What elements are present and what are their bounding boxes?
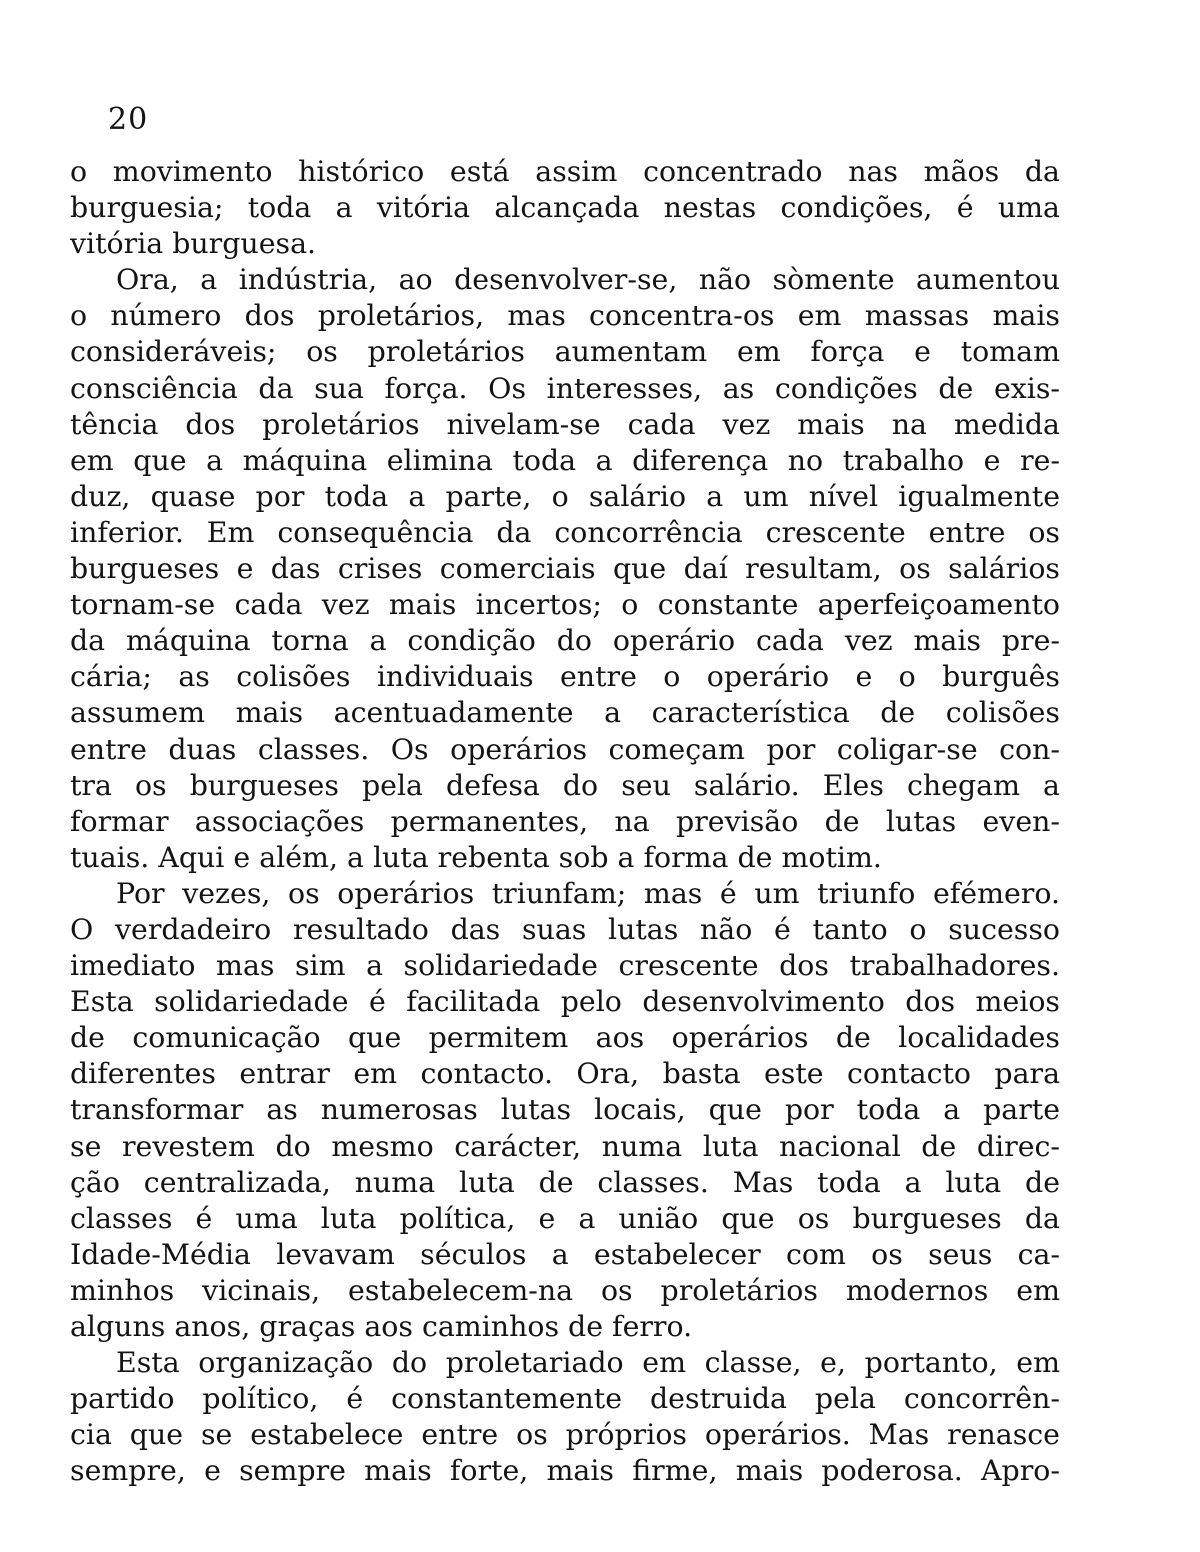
text-line: sempre, e sempre mais forte, mais firme, mais poderosa. Apro-	[70, 1454, 1060, 1488]
text-line: cia que se estabelece entre os próprios operários. Mas renasce	[70, 1418, 1060, 1452]
page-number: 20	[108, 102, 149, 137]
text-line: consideráveis; os proletários aumentam em força e tomam	[70, 335, 1060, 369]
text-line: Ora, a indústria, ao desenvolver-se, não sòmente aumentou	[116, 263, 1060, 297]
text-line: de comunicação que permitem aos operários de localidades	[70, 1021, 1060, 1055]
text-line: ção centralizada, numa luta de classes. Mas toda a luta de	[70, 1165, 1060, 1199]
text-line: Idade-Média levavam séculos a estabelecer com os seus ca-	[70, 1237, 1060, 1271]
text-line: Esta solidariedade é facilitada pelo desenvolvimento dos meios	[70, 985, 1060, 1019]
text-line: da máquina torna a condição do operário cada vez mais pre-	[70, 624, 1060, 658]
text-line: tra os burgueses pela defesa do seu salário. Eles chegam a	[70, 768, 1060, 802]
text-line: Esta organização do proletariado em classe, e, portanto, em	[116, 1346, 1060, 1380]
text-line: imediato mas sim a solidariedade crescente dos trabalhadores.	[70, 949, 1060, 983]
text-line: transformar as numerosas lutas locais, que por toda a parte	[70, 1093, 1060, 1127]
text-line: assumem mais acentuadamente a característica de colisões	[70, 696, 1060, 730]
text-line: diferentes entrar em contacto. Ora, basta este contacto para	[70, 1057, 1060, 1091]
text-line: formar associações permanentes, na previsão de lutas even-	[70, 804, 1060, 838]
text-line: O verdadeiro resultado das suas lutas não é tanto o sucesso	[70, 912, 1060, 946]
text-line: inferior. Em consequência da concorrência crescente entre os	[70, 515, 1060, 549]
text-line: cária; as colisões individuais entre o operário e o burguês	[70, 660, 1060, 694]
text-line: o movimento histórico está assim concentrado nas mãos da	[70, 155, 1060, 188]
body-text	[70, 154, 1060, 1489]
text-line: tência dos proletários nivelam-se cada vez mais na medida	[70, 407, 1060, 441]
text-line: burgueses e das crises comerciais que daí resultam, os salários	[70, 552, 1060, 586]
text-line: vitória burguesa.	[70, 227, 317, 261]
text-line: o número dos proletários, mas concentra-os em massas mais	[70, 299, 1060, 333]
text-line: classes é uma luta política, e a união que os burgueses da	[70, 1201, 1060, 1235]
text-line: tornam-se cada vez mais incertos; o constante aperfeiçoamento	[70, 588, 1060, 622]
text-line: se revestem do mesmo carácter, numa luta nacional de direc-	[70, 1129, 1060, 1163]
text-line: entre duas classes. Os operários começam por coligar-se con-	[70, 732, 1060, 766]
text-line: alguns anos, graças aos caminhos de ferro.	[70, 1310, 693, 1343]
text-line: Por vezes, os operários triunfam; mas é um triunfo efémero.	[116, 876, 1060, 910]
text-line: tuais. Aqui e além, a luta rebenta sob a forma de motim.	[70, 840, 882, 874]
text-line: consciência da sua força. Os interesses, as condições de exis-	[70, 371, 1060, 405]
text-line: em que a máquina elimina toda a diferença no trabalho e re-	[70, 443, 1060, 477]
text-line: minhos vicinais, estabelecem-na os proletários modernos em	[70, 1273, 1060, 1307]
text-line: partido político, é constantemente destruida pela concorrên-	[70, 1382, 1060, 1416]
text-line: burguesia; toda a vitória alcançada nestas condições, é uma	[70, 191, 1060, 225]
text-line: duz, quase por toda a parte, o salário a um nível igualmente	[70, 479, 1060, 513]
